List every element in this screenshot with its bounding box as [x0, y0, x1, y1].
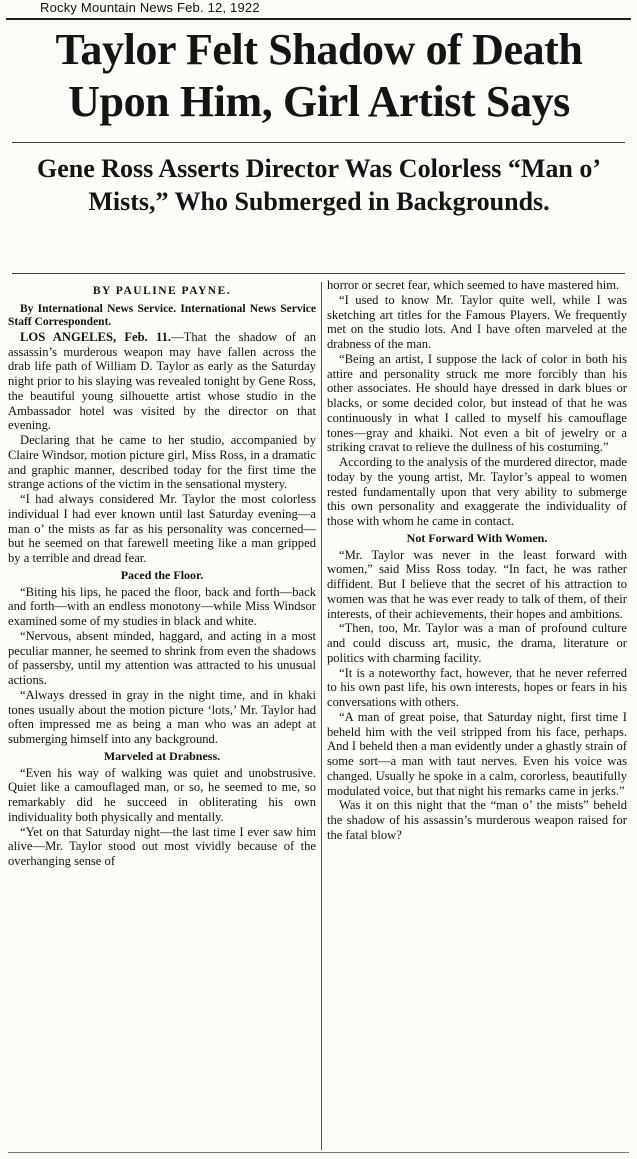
byline: BY PAULINE PAYNE.: [92, 285, 232, 297]
lead-paragraph: [8, 330, 316, 433]
headline: Taylor Felt Shadow of Death Upon Him, Girl Artist Says: [55, 25, 583, 126]
paragraph: “I had always considered Mr. Taylor the most colorless individual I had ever known until last Saturday evening—a man o’ the mists as far as his personality was concerned—but he seemed on that farewell meeting like a man gripped by a terrible and dread fear.: [8, 492, 316, 565]
subhead-not-forward-with-women: Not Forward With Women.: [406, 530, 548, 545]
paragraph: “I used to know Mr. Taylor quite well, while I was sketching art titles for the Famous Players. We frequently met on the studio lots. And I have often marveled at the drabness of the man.: [327, 292, 627, 351]
paragraph: “It is a noteworthy fact, however, that he never referred to his own past life, his own interests, hopes or fears in his conversations with others.: [327, 665, 627, 709]
top-rule: [6, 18, 631, 20]
paragraph: “Yet on that Saturday night—the last time I ever saw him alive—Mr. Taylor stood out most vividly because of the overhanging sense of: [8, 824, 316, 868]
article-column-right: [327, 278, 627, 843]
deck-subheadline: Gene Ross Asserts Director Was Colorless “Man o’ Mists,” Who Submerged in Backgrounds.: [36, 154, 601, 216]
paragraph: Was it on this night that the “man o’ the mists” beheld the shadow of his assassin’s murderous weapon raised for the fatal blow?: [327, 798, 627, 842]
lead-text: —That the shadow of an assassin’s murderous weapon may have fallen across the drab life path of William D. Taylor as early as the Saturday night prior to his slaying was revealed tonight by Gene Ross, the beautiful young silhouette artist whose studio in the Ambassador hotel was visited by the director on that evening.: [8, 329, 316, 433]
paragraph: “Nervous, absent minded, haggard, and acting in a most peculiar manner, he seemed to shrink from even the shadows of passersby, until my attention was attracted to his unusual actions.: [8, 628, 316, 687]
masthead: Rocky Mountain News Feb. 12, 1922: [40, 0, 260, 15]
column-divider: [321, 282, 322, 1150]
paragraph-continued: horror or secret fear, which seemed to have mastered him.: [327, 278, 620, 292]
wire-service-credit: By International News Service. International News Service Staff Correspondent.: [8, 302, 316, 329]
paragraph: “Always dressed in gray in the night time, and in khaki tones usually about the motion picture ‘lots,’ Mr. Taylor had often impressed me as being a man who was an adept at submerging himself into any background.: [8, 687, 316, 746]
paragraph: “Then, too, Mr. Taylor was a man of profound culture and could discuss art, music, the drama, literature or politics with charming facility.: [327, 621, 627, 665]
paragraph: “Even his way of walking was quiet and unobstrusive. Quiet like a camouflaged man, or so, he seemed to me, so remarkably did he succeed in obliterating his own individuality both physically and mentally.: [8, 765, 316, 824]
paragraph: According to the analysis of the murdered director, made today by the young artist, Mr. Taylor’s appeal to women rested fundamentally upon that very ability to submerge this own personality and exaggerate the individuality of those with whom he came in contact.: [327, 455, 627, 528]
paragraph: “Mr. Taylor was never in the least forward with women,” said Miss Ross today. “In fact, he was rather diffident. But I believe that the secret of his attraction to women was that he was ever ready to talk of them, of their interests, of their achievements, their hopes and ambitions.: [327, 547, 627, 621]
deck-rule-top: [12, 142, 625, 143]
dateline: LOS ANGELES, Feb. 11.: [20, 329, 172, 344]
paragraph: Declaring that he came to her studio, accompanied by Claire Windsor, motion picture girl, Miss Ross, in a dramatic and graphic manner, described today for the first time the strange actions of the victim in the sensational mystery.: [8, 433, 316, 492]
paragraph: “Being an artist, I suppose the lack of color in both his attire and personality struck me more forcibly than his other associates. He should haye dressed in dark blues or blacks, or some decided color, but instead of that he was continuously in what I called to myself his camouflage tones—gray and khaiki. Not even a bit of jewelry or a striking cravat to relieve the dullness of his costuming.”: [327, 351, 627, 455]
paragraph: “Biting his lips, he paced the floor, back and forth—back and forth—with an endless monotony—while Miss Windsor examined some of my studies in black and white.: [8, 584, 316, 628]
subhead-marveled-at-drabness: Marveled at Drabness.: [103, 748, 221, 763]
paragraph: “A man of great poise, that Saturday night, first time I beheld him with the veil stripped from his face, perhaps. And I beheld then a man evidently under a ghastly strain of some sort—a man with taut nerves. Even his voice was changed. Usually he spoke in a calm, cororless, beautifully modulated voice, but that night his remarks came in jerks.”: [327, 709, 627, 798]
subhead-paced-the-floor: Paced the Floor.: [120, 567, 204, 582]
deck-rule-bottom: [12, 273, 625, 274]
article-column-left: [8, 278, 316, 869]
bottom-rule: [8, 1152, 629, 1153]
